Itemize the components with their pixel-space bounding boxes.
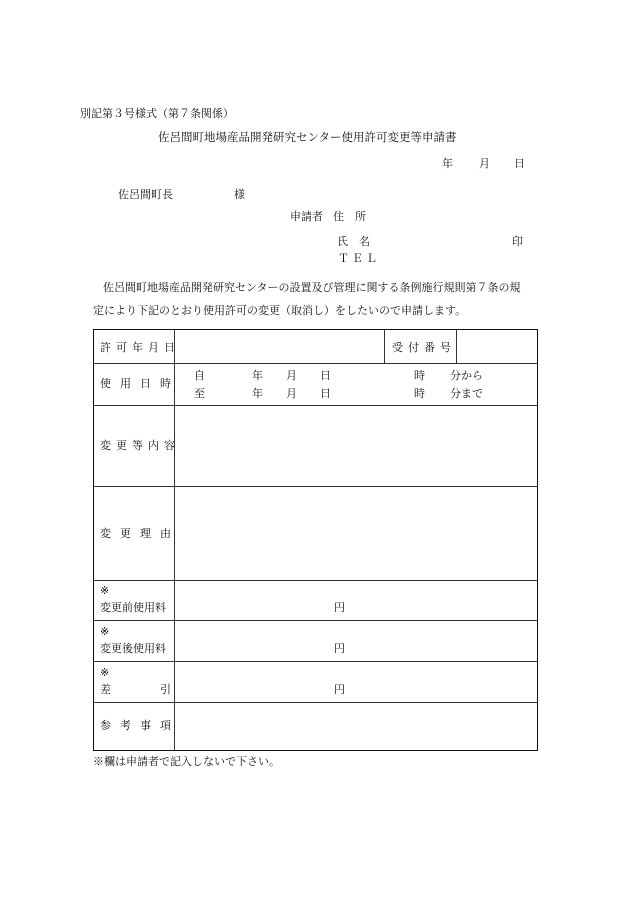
body-line-2: 定により下記のとおり使用許可の変更（取消し）をしたいので申請します。 <box>93 304 467 317</box>
address-label: 住 所 <box>333 210 366 223</box>
fee-before-mark: ※ <box>100 584 110 597</box>
permit-date-label: 許可年月日 <box>100 341 180 354</box>
body-line-1: 佐呂間町地場産品開発研究センターの設置及び管理に関する条例施行規則第７条の規 <box>103 281 521 294</box>
from-minute-label: 分から <box>450 369 483 382</box>
difference-label-second: 引 <box>160 683 171 696</box>
column-divider <box>174 330 175 750</box>
remarks-label: 参考事項 <box>100 719 180 732</box>
from-year-label: 年 <box>252 369 263 382</box>
use-datetime-label: 使用日時 <box>100 377 180 390</box>
change-reason-label: 変更理由 <box>100 527 180 540</box>
permit-date-field[interactable] <box>181 332 381 361</box>
fee-before-label: 変更前使用料 <box>100 601 166 614</box>
date-day-label: 日 <box>514 157 525 170</box>
to-day-label: 日 <box>320 387 331 400</box>
row-divider <box>94 486 537 487</box>
to-year-label: 年 <box>252 387 263 400</box>
row-divider <box>94 363 537 364</box>
to-month-label: 月 <box>286 387 297 400</box>
row-divider <box>94 580 537 581</box>
receipt-number-field[interactable] <box>460 332 534 361</box>
date-month-label: 月 <box>479 157 490 170</box>
addressee: 佐呂間町長 <box>118 188 173 201</box>
from-month-label: 月 <box>286 369 297 382</box>
change-reason-field[interactable] <box>181 490 531 576</box>
form-number: 別記第３号様式（第７条関係） <box>80 107 234 120</box>
receipt-number-label: 受付番号 <box>392 341 456 354</box>
from-day-label: 日 <box>320 369 331 382</box>
seal-mark: 印 <box>512 235 523 248</box>
to-minute-label: 分まで <box>450 387 483 400</box>
application-form-table <box>93 329 538 751</box>
fee-after-label: 変更後使用料 <box>100 642 166 655</box>
from-prefix: 自 <box>194 369 205 382</box>
row-divider <box>94 620 537 621</box>
row-divider <box>94 405 537 406</box>
to-hour-label: 時 <box>414 387 425 400</box>
difference-mark: ※ <box>100 666 110 679</box>
fee-after-mark: ※ <box>100 625 110 638</box>
to-prefix: 至 <box>194 387 205 400</box>
change-content-field[interactable] <box>181 410 531 482</box>
difference-label-first: 差 <box>100 683 111 696</box>
column-divider <box>456 330 457 363</box>
fee-before-unit: 円 <box>334 601 345 614</box>
tel-label: ＴＥＬ <box>338 252 380 265</box>
row-divider <box>94 661 537 662</box>
from-hour-label: 時 <box>414 369 425 382</box>
difference-unit: 円 <box>334 683 345 696</box>
date-year-label: 年 <box>442 157 453 170</box>
name-label: 氏 名 <box>337 235 370 248</box>
fee-after-unit: 円 <box>334 642 345 655</box>
applicant-label: 申請者 <box>290 210 323 223</box>
row-divider <box>94 702 537 703</box>
remarks-field[interactable] <box>181 706 531 746</box>
column-divider <box>384 330 385 363</box>
honorific: 様 <box>234 188 245 201</box>
footer-note: ※欄は申請者で記入しないで下さい。 <box>93 755 280 768</box>
change-content-label: 変更等内容 <box>100 439 180 452</box>
document-title: 佐呂間町地場産品開発研究センター使用許可変更等申請書 <box>158 130 457 144</box>
